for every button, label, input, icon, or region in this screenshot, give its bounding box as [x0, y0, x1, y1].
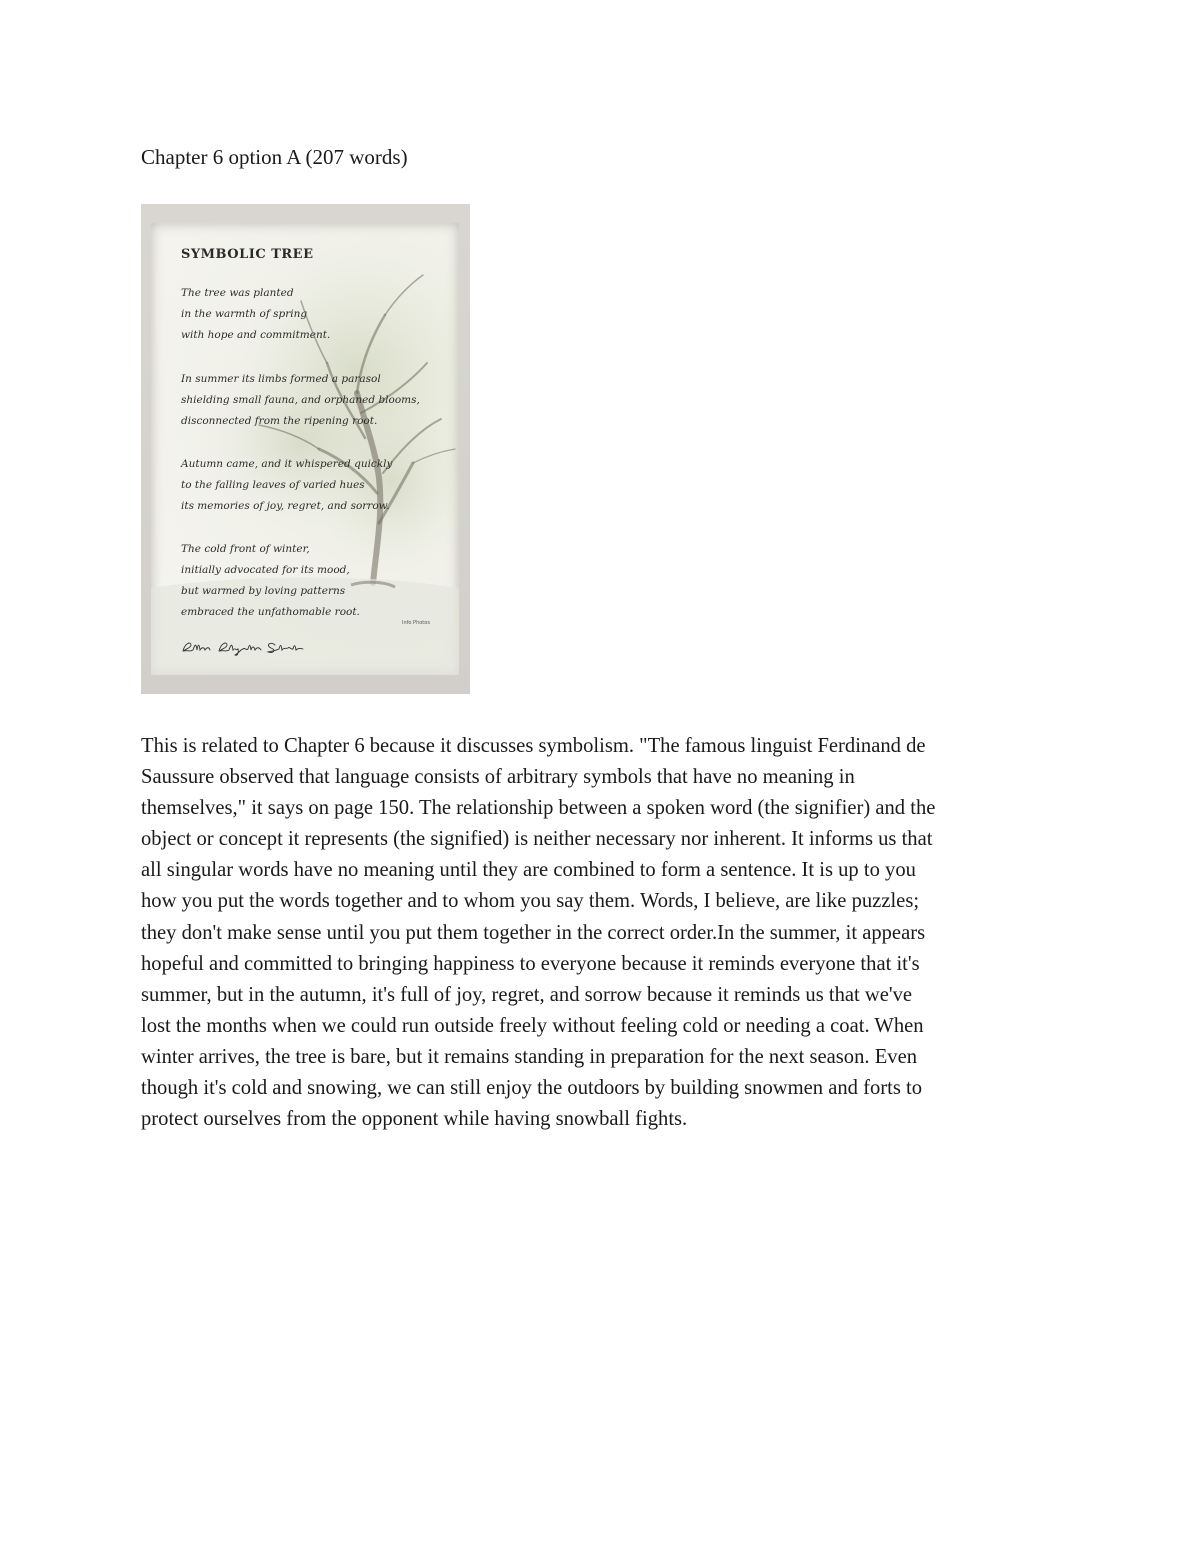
paragraph-line: though it's cold and snowing, we can still enjoy the outdoors by building snowmen and forts to: [141, 1077, 923, 1100]
paragraph-line: object or concept it represents (the signified) is neither necessary nor inherent. It informs us that: [141, 828, 933, 851]
paragraph-line: all singular words have no meaning until they are combined to form a sentence. It is up to you: [141, 859, 916, 882]
poem-stanza: [181, 539, 360, 623]
poem-title: SYMBOLIC TREE: [181, 247, 314, 262]
poem-line: embraced the unfathomable root.: [181, 606, 360, 618]
poem-line: The tree was planted: [181, 287, 294, 299]
poem-line: In summer its limbs formed a parasol: [181, 373, 381, 385]
paragraph-line: themselves," it says on page 150. The relationship between a spoken word (the signifier) and the: [141, 797, 936, 820]
poem-stanza: [181, 369, 420, 432]
poem-line: to the falling leaves of varied hues: [181, 479, 365, 491]
poem-line: with hope and commitment.: [181, 329, 331, 341]
poem-stanza: [181, 454, 392, 517]
poem-line: disconnected from the ripening root.: [181, 415, 378, 427]
poem-image: [141, 204, 470, 694]
poem-line: in the warmth of spring: [181, 308, 308, 320]
paragraph-line: they don't make sense until you put them together in the correct order.In the summer, it appears: [141, 921, 926, 944]
paragraph-line: summer, but in the autumn, it's full of joy, regret, and sorrow because it reminds us that we've: [141, 983, 913, 1006]
paragraph-line: protect ourselves from the opponent while having snowball fights.: [141, 1108, 688, 1131]
poem-line: but warmed by loving patterns: [181, 585, 346, 597]
paragraph-line: This is related to Chapter 6 because it discusses symbolism. "The famous linguist Ferdinand de: [141, 735, 926, 757]
document-heading: Chapter 6 option A (207 words): [141, 145, 408, 169]
body-paragraph: [141, 731, 1061, 1135]
paragraph-line: Saussure observed that language consists of arbitrary symbols that have no meaning in: [141, 766, 855, 789]
poem-line: its memories of joy, regret, and sorrow.: [181, 500, 390, 512]
paragraph-line: lost the months when we could run outside freely without feeling cold or needing a coat. When: [141, 1014, 924, 1037]
poem-line: The cold front of winter,: [181, 543, 310, 555]
photo-credit: Info Photos: [402, 620, 430, 626]
paragraph-line: hopeful and committed to bringing happiness to everyone because it reminds everyone that it's: [141, 952, 920, 975]
paragraph-line: how you put the words together and to whom you say them. Words, I believe, are like puzzles;: [141, 890, 920, 913]
poem-card: [151, 223, 459, 675]
poem-line: initially advocated for its mood,: [181, 564, 350, 576]
poem-stanza: [181, 283, 330, 346]
signature: [179, 637, 309, 657]
poem-line: Autumn came, and it whispered quickly: [181, 458, 393, 470]
paragraph-line: winter arrives, the tree is bare, but it remains standing in preparation for the next season. Even: [141, 1045, 918, 1068]
poem-line: shielding small fauna, and orphaned blooms,: [181, 394, 420, 406]
